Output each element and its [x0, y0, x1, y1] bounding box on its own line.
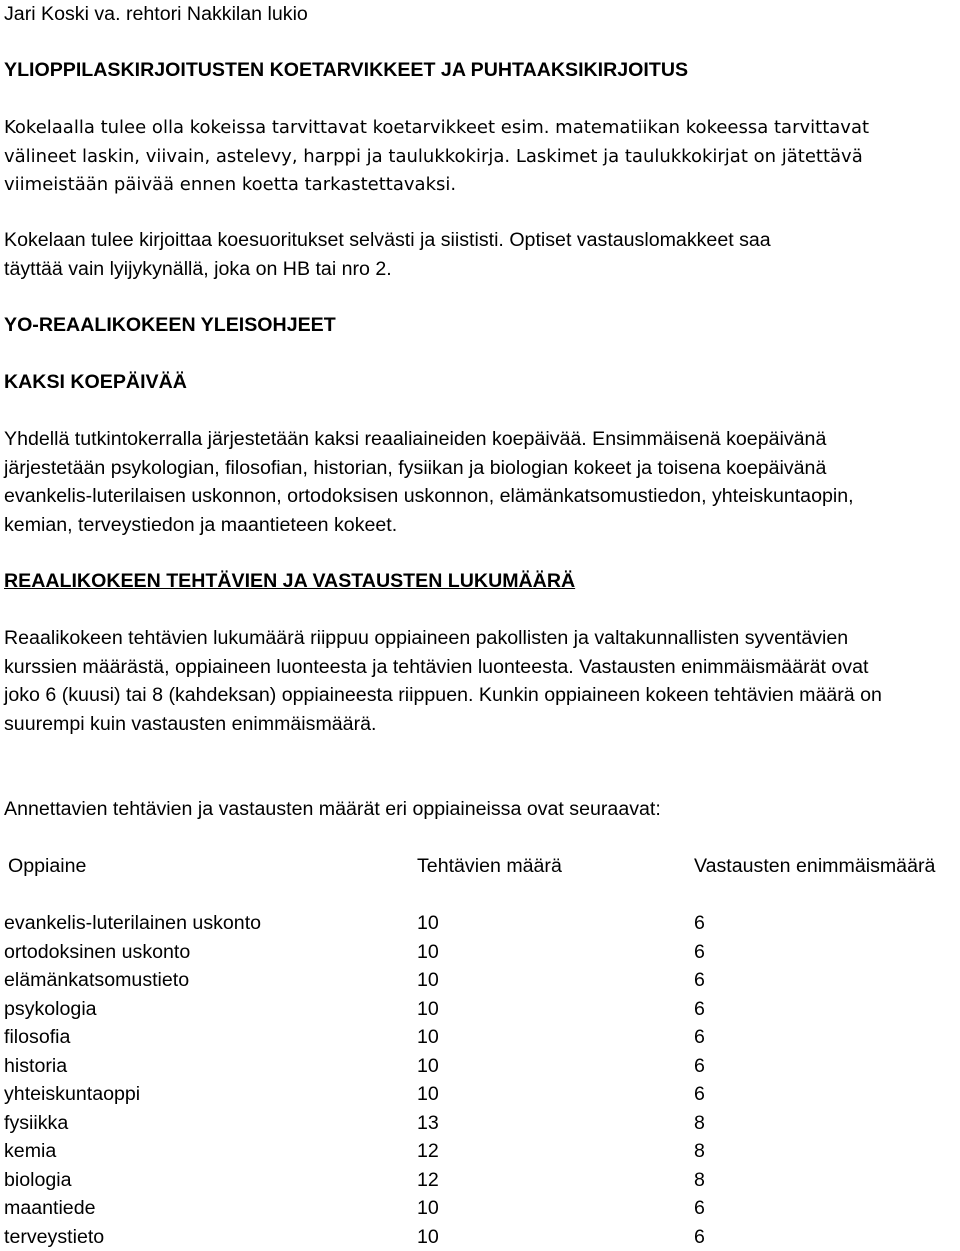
table-row — [4, 1194, 960, 1223]
table-row — [4, 1052, 960, 1081]
table-intro: Annettavien tehtävien ja vastausten määrät eri oppiaineissa ovat seuraavat: — [4, 795, 661, 824]
table-row — [4, 966, 960, 995]
table-cell-vastaukset: 6 — [694, 1023, 705, 1052]
paragraph-line: välineet laskin, viivain, astelevy, harppi ja taulukkokirja. Laskimet ja taulukkokirjat on jätettävä — [4, 143, 869, 172]
table-cell-vastaukset: 6 — [694, 938, 705, 967]
paragraph-line: suurempi kuin vastausten enimmäismäärä. — [4, 710, 882, 739]
section-title-koetarvikkeet: YLIOPPILASKIRJOITUSTEN KOETARVIKKEET JA PUHTAAKSIKIRJOITUS — [4, 56, 688, 85]
table-row — [4, 938, 960, 967]
table-cell-tehtavat: 10 — [417, 1080, 439, 1109]
table-cell-tehtavat: 10 — [417, 966, 439, 995]
table-header-vastaukset: Vastausten enimmäismäärä — [694, 852, 935, 881]
subsection-title-koepaivat: KAKSI KOEPÄIVÄÄ — [4, 368, 187, 397]
table-cell-oppiaine: fysiikka — [4, 1109, 68, 1138]
paragraph-line: Kokelaan tulee kirjoittaa koesuoritukset selvästi ja siististi. Optiset vastauslomakkeet saa — [4, 226, 771, 255]
paragraph-line: Yhdellä tutkintokerralla järjestetään kaksi reaaliaineiden koepäivää. Ensimmäisenä koepäivänä — [4, 425, 854, 454]
paragraph-line: evankelis-luterilaisen uskonnon, ortodoksisen uskonnon, elämänkatsomustiedon, yhteiskuntaopin, — [4, 482, 854, 511]
table-row — [4, 1109, 960, 1138]
table-row — [4, 1080, 960, 1109]
table-row — [4, 1137, 960, 1166]
table-cell-tehtavat: 10 — [417, 1194, 439, 1223]
table-cell-vastaukset: 8 — [694, 1109, 705, 1138]
table-cell-tehtavat: 12 — [417, 1137, 439, 1166]
table-cell-tehtavat: 12 — [417, 1166, 439, 1195]
table-cell-tehtavat: 10 — [417, 938, 439, 967]
table-row — [4, 995, 960, 1024]
table-cell-tehtavat: 10 — [417, 909, 439, 938]
section-title-yleisohjeet: YO-REAALIKOKEEN YLEISOHJEET — [4, 311, 336, 340]
paragraph-line: kurssien määrästä, oppiaineen luonteesta ja tehtävien luonteesta. Vastausten enimmäismäärät ovat — [4, 653, 882, 682]
table-cell-vastaukset: 6 — [694, 1223, 705, 1251]
table-cell-oppiaine: yhteiskuntaoppi — [4, 1080, 140, 1109]
table-header-row — [4, 852, 960, 881]
table-cell-tehtavat: 10 — [417, 1052, 439, 1081]
table-cell-oppiaine: evankelis-luterilainen uskonto — [4, 909, 261, 938]
table-cell-vastaukset: 8 — [694, 1137, 705, 1166]
table-cell-tehtavat: 10 — [417, 1023, 439, 1052]
table-cell-vastaukset: 6 — [694, 909, 705, 938]
paragraph-puhtaaksikirjoitus — [4, 226, 771, 283]
table-cell-oppiaine: terveystieto — [4, 1223, 104, 1251]
table-cell-oppiaine: maantiede — [4, 1194, 96, 1223]
paragraph-lukumaara — [4, 624, 882, 738]
table-cell-tehtavat: 10 — [417, 995, 439, 1024]
table-cell-vastaukset: 6 — [694, 966, 705, 995]
paragraph-line: joko 6 (kuusi) tai 8 (kahdeksan) oppiaineesta riippuen. Kunkin oppiaineen kokeen tehtävien määrä on — [4, 681, 882, 710]
table-cell-vastaukset: 6 — [694, 1052, 705, 1081]
author-line: Jari Koski va. rehtori Nakkilan lukio — [4, 0, 308, 29]
paragraph-koetarvikkeet — [4, 114, 869, 200]
table-cell-vastaukset: 6 — [694, 1194, 705, 1223]
paragraph-line: Reaalikokeen tehtävien lukumäärä riippuu oppiaineen pakollisten ja valtakunnallisten syventävien — [4, 624, 882, 653]
table-cell-oppiaine: kemia — [4, 1137, 56, 1166]
table-body — [4, 909, 960, 1251]
paragraph-line: Kokelaalla tulee olla kokeissa tarvittavat koetarvikkeet esim. matematiikan kokeessa tarvittavat — [4, 114, 869, 143]
table-row — [4, 1023, 960, 1052]
table-cell-oppiaine: elämänkatsomustieto — [4, 966, 189, 995]
table-cell-vastaukset: 6 — [694, 1080, 705, 1109]
table-cell-oppiaine: psykologia — [4, 995, 97, 1024]
table-row — [4, 909, 960, 938]
table-row — [4, 1166, 960, 1195]
table-cell-tehtavat: 13 — [417, 1109, 439, 1138]
table-cell-tehtavat: 10 — [417, 1223, 439, 1251]
table-header-oppiaine: Oppiaine — [8, 852, 86, 881]
paragraph-line: järjestetään psykologian, filosofian, historian, fysiikan ja biologian kokeet ja toisena koepäivänä — [4, 454, 854, 483]
paragraph-line: viimeistään päivää ennen koetta tarkastettavaksi. — [4, 171, 869, 200]
table-cell-oppiaine: historia — [4, 1052, 67, 1081]
table-row — [4, 1223, 960, 1251]
table-cell-vastaukset: 8 — [694, 1166, 705, 1195]
table-cell-oppiaine: filosofia — [4, 1023, 70, 1052]
section-title-lukumaara: REAALIKOKEEN TEHTÄVIEN JA VASTAUSTEN LUKUMÄÄRÄ — [4, 567, 575, 596]
paragraph-line: kemian, terveystiedon ja maantieteen kokeet. — [4, 511, 854, 540]
paragraph-line: täyttää vain lyijykynällä, joka on HB tai nro 2. — [4, 255, 771, 284]
table-cell-oppiaine: biologia — [4, 1166, 72, 1195]
table-header-tehtavat: Tehtävien määrä — [417, 852, 562, 881]
paragraph-koepaivat — [4, 425, 854, 539]
table-cell-oppiaine: ortodoksinen uskonto — [4, 938, 190, 967]
table-cell-vastaukset: 6 — [694, 995, 705, 1024]
